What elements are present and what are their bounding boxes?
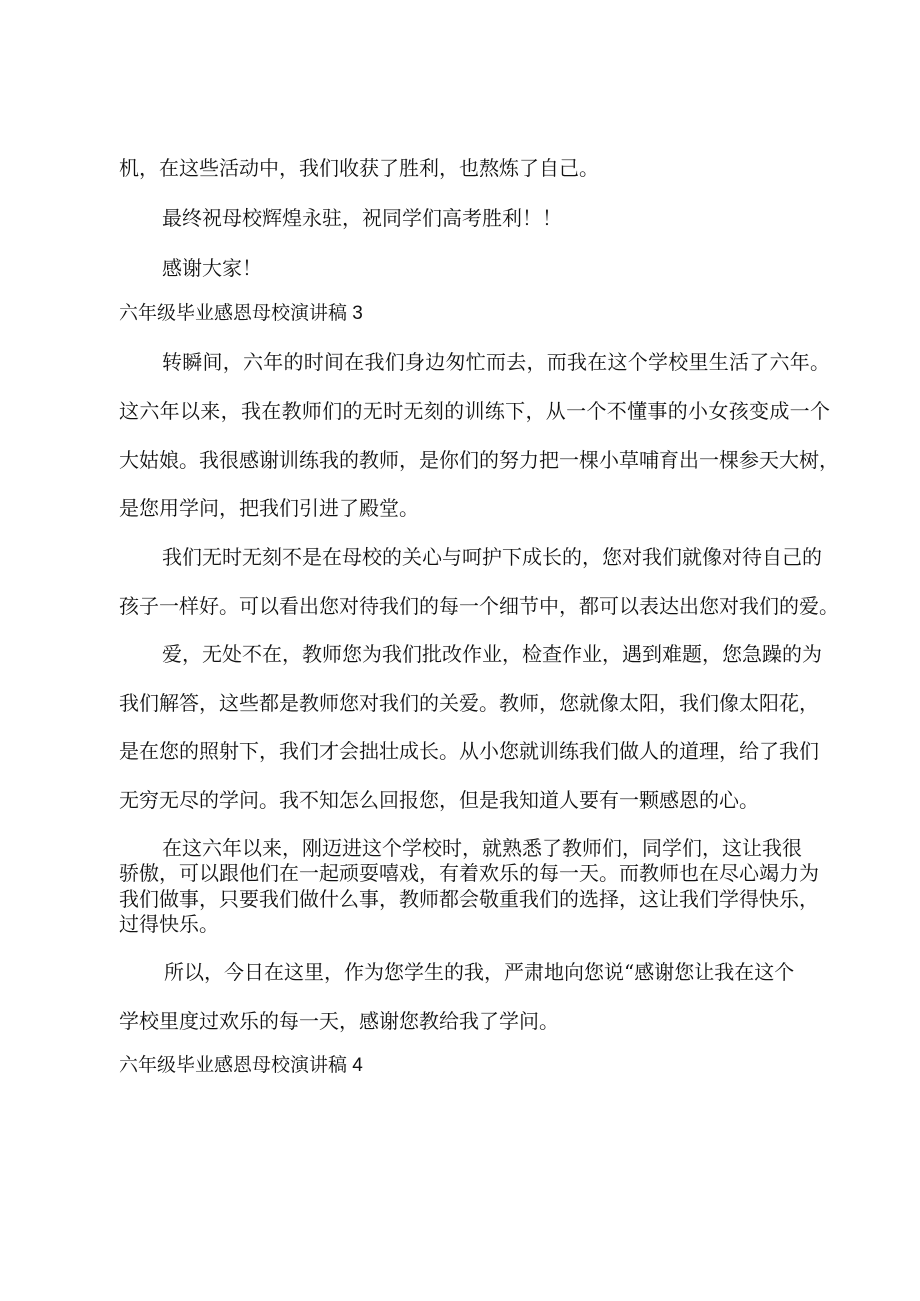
paragraph-line: 过得快乐。: [119, 912, 219, 936]
paragraph-line: 大姑娘。我很感谢训练我的教师，是你们的努力把一棵小草哺育出一棵参天大树，: [119, 448, 839, 472]
paragraph-line: 在这六年以来，刚迈进这个学校时，就熟悉了教师们，同学们，这让我很: [162, 836, 802, 860]
section-heading: 六年级毕业感恩母校演讲稿 3: [119, 303, 363, 324]
paragraph-line: 是在您的照射下，我们才会拙壮成长。从小您就训练我们做人的道理，给了我们: [119, 739, 819, 763]
paragraph-line: 转瞬间，六年的时间在我们身边匆忙而去，而我在这个学校里生活了六年。: [162, 350, 830, 374]
paragraph-line: 孩子一样好。可以看出您对待我们的每一个细节中，都可以表达出您对我们的爱。: [119, 594, 839, 618]
paragraph-line: 我们解答，这些都是教师您对我们的关爱。教师，您就像太阳，我们像太阳花，: [119, 691, 819, 715]
paragraph-line: 机，在这些活动中，我们收获了胜利，也熬炼了自己。: [119, 156, 599, 180]
section-heading: 六年级毕业感恩母校演讲稿 4: [119, 1055, 363, 1076]
paragraph-line: 爱，无处不在，教师您为我们批改作业，检查作业，遇到难题，您急躁的为: [162, 642, 822, 666]
paragraph-line: 最终祝母校辉煌永驻，祝同学们高考胜利！！: [162, 206, 562, 230]
paragraph-line: 我们无时无刻不是在母校的关心与呵护下成长的，您对我们就像对待自己的: [162, 545, 822, 569]
paragraph-line: 骄傲，可以跟他们在一起顽耍嘻戏，有着欢乐的每一天。而教师也在尽心竭力为: [119, 861, 819, 885]
paragraph-line: 这六年以来，我在教师们的无时无刻的训练下，从一个不懂事的小女孩变成一个: [119, 399, 830, 423]
paragraph-line: 我们做事，只要我们做什么事，教师都会敬重我们的选择，这让我们学得快乐，: [119, 887, 819, 911]
paragraph-line: 所以，今日在这里，作为您学生的我，严肃地向您说“感谢您让我在这个: [164, 960, 795, 984]
paragraph-line: 感谢大家！: [162, 256, 262, 280]
paragraph-line: 无穷无尽的学问。我不知怎么回报您，但是我知道人要有一颗感恩的心。: [119, 788, 759, 812]
paragraph-line: 是您用学问，把我们引进了殿堂。: [119, 496, 419, 520]
paragraph-line: 学校里度过欢乐的每一天，感谢您教给我了学问。: [119, 1009, 559, 1033]
